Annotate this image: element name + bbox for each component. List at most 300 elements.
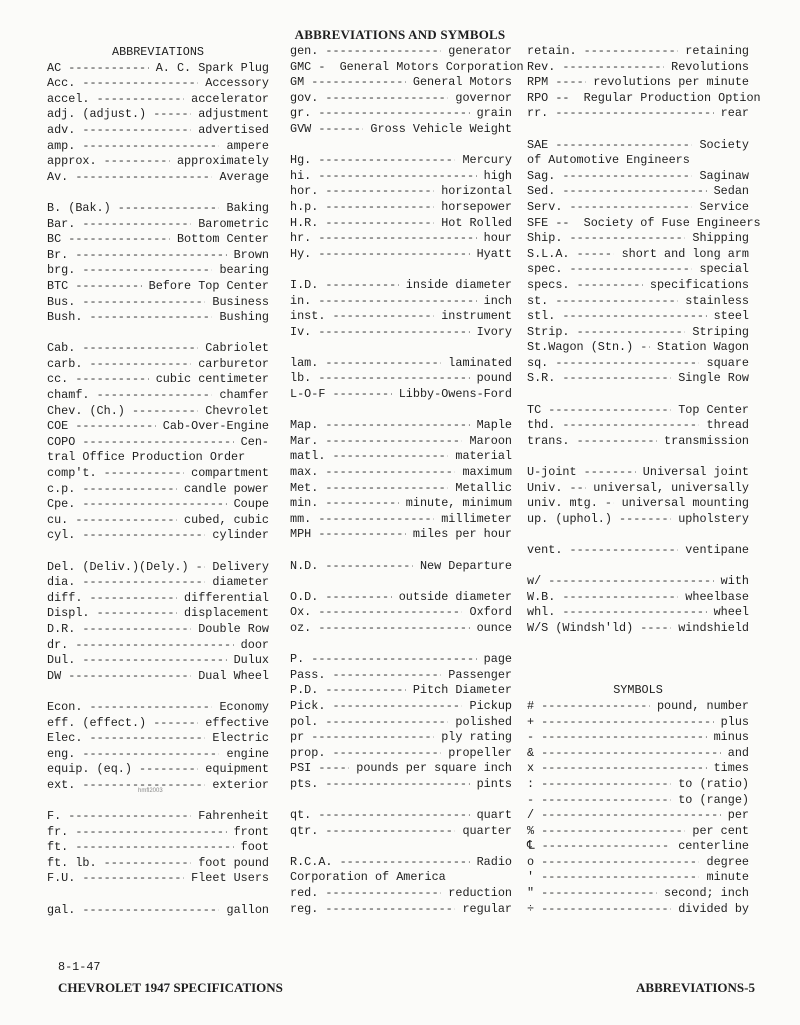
meaning: candle power bbox=[184, 481, 269, 496]
abbreviation: P.D. bbox=[290, 683, 319, 698]
meaning: transmission bbox=[664, 433, 749, 448]
abbreviation-entry bbox=[290, 855, 512, 871]
abbreviation-entry bbox=[527, 870, 749, 886]
dash-leader bbox=[75, 248, 226, 264]
dash-leader bbox=[332, 699, 462, 715]
meaning: Hot Rolled bbox=[441, 215, 512, 230]
meaning: regular bbox=[462, 901, 512, 916]
abbreviation-entry bbox=[47, 107, 269, 123]
meaning: Society bbox=[699, 137, 749, 152]
abbreviation: PSI bbox=[290, 761, 312, 776]
meaning: Fahrenheit bbox=[198, 809, 269, 824]
abbreviation: cyl. bbox=[47, 528, 76, 543]
dash-leader bbox=[196, 560, 206, 576]
abbreviation: S.R. bbox=[527, 371, 556, 386]
meaning: maximum bbox=[462, 465, 512, 480]
abbreviation-entry bbox=[527, 247, 749, 263]
abbreviation: BC bbox=[47, 232, 62, 247]
abbreviation-entry bbox=[47, 716, 269, 732]
meaning: foot bbox=[240, 840, 269, 855]
abbreviation: - bbox=[527, 792, 535, 807]
dash-leader bbox=[541, 902, 671, 918]
dash-leader bbox=[132, 404, 198, 420]
abbreviation: H.R. bbox=[290, 215, 319, 230]
meaning: Ivory bbox=[476, 324, 512, 339]
abbreviation-entry bbox=[527, 855, 749, 871]
dash-leader bbox=[562, 590, 678, 606]
dash-leader bbox=[118, 201, 220, 217]
abbreviation-entry bbox=[290, 886, 512, 902]
dash-leader bbox=[325, 356, 441, 372]
dash-leader bbox=[75, 825, 226, 841]
abbreviation: whl. bbox=[527, 605, 556, 620]
abbreviation: W.B. bbox=[527, 589, 556, 604]
meaning: special bbox=[699, 262, 749, 277]
abbreviation-entry bbox=[527, 60, 749, 76]
abbreviation-entry bbox=[527, 44, 749, 60]
meaning: specifications bbox=[649, 277, 749, 292]
meaning: General Motors Corporation bbox=[339, 59, 524, 74]
abbreviation: rr. bbox=[527, 106, 549, 121]
abbreviation: Bus. bbox=[47, 294, 76, 309]
blank-line bbox=[47, 794, 269, 810]
abbreviation: Univ. bbox=[527, 480, 563, 495]
abbreviation-entry bbox=[47, 466, 269, 482]
abbreviation-entry bbox=[527, 605, 749, 621]
dash-leader bbox=[541, 699, 650, 715]
meaning: Oxford bbox=[469, 605, 512, 620]
blank-line bbox=[290, 637, 512, 653]
abbreviation: ft. lb. bbox=[47, 855, 97, 870]
meaning: material bbox=[455, 449, 512, 464]
abbreviation-entry bbox=[290, 216, 512, 232]
dash-leader bbox=[340, 855, 470, 871]
abbreviation: retain. bbox=[527, 44, 577, 58]
abbreviation: DW bbox=[47, 668, 62, 683]
dash-leader bbox=[548, 403, 671, 419]
meaning: ventipane bbox=[685, 543, 749, 557]
dash-leader bbox=[89, 731, 205, 747]
abbreviation-entry bbox=[47, 856, 269, 872]
abbreviation: eng. bbox=[47, 746, 76, 761]
page-title: ABBREVIATIONS AND SYMBOLS bbox=[294, 27, 506, 42]
abbreviation: Pass. bbox=[290, 667, 326, 682]
abbreviation: spec. bbox=[527, 262, 563, 277]
abbreviation-entry bbox=[290, 356, 512, 372]
dash-leader bbox=[82, 217, 191, 233]
abbreviation: red. bbox=[290, 886, 319, 901]
blank-line bbox=[527, 122, 749, 138]
abbreviation-entry bbox=[527, 824, 749, 840]
abbreviation-entry bbox=[47, 357, 269, 373]
abbreviation-entry bbox=[527, 699, 749, 715]
meaning: stainless bbox=[685, 293, 749, 308]
dash-leader bbox=[318, 512, 434, 528]
abbreviation-entry bbox=[290, 699, 512, 715]
abbreviation-entry bbox=[527, 106, 749, 122]
abbreviation-entry bbox=[290, 652, 512, 668]
meaning: centerline bbox=[678, 839, 749, 854]
meaning: per cent bbox=[692, 823, 749, 838]
abbreviation-entry bbox=[47, 388, 269, 404]
abbreviation-entry bbox=[527, 169, 749, 185]
meaning: Single Row bbox=[678, 371, 749, 386]
meaning: engine bbox=[226, 746, 269, 761]
abbreviation-entry bbox=[290, 683, 512, 699]
dash-leader bbox=[325, 481, 448, 497]
dash-leader bbox=[318, 761, 349, 777]
dash-leader bbox=[562, 184, 706, 200]
dash-leader bbox=[555, 106, 713, 122]
dash-leader bbox=[318, 106, 469, 122]
abbreviation-entry bbox=[527, 278, 749, 294]
abbreviation-entry bbox=[527, 200, 749, 216]
abbreviation: Av. bbox=[47, 169, 69, 184]
abbreviation: amp. bbox=[47, 138, 76, 153]
abbreviation: Displ. bbox=[47, 606, 90, 621]
dash-leader bbox=[541, 824, 685, 840]
dash-leader bbox=[325, 91, 448, 107]
meaning: generator bbox=[448, 44, 512, 58]
dash-leader bbox=[75, 840, 233, 856]
meaning: Passenger bbox=[448, 667, 512, 682]
abbreviation: : bbox=[527, 776, 535, 791]
meaning: exterior bbox=[212, 777, 269, 792]
meaning: General Motors bbox=[412, 75, 512, 90]
abbreviation: hi. bbox=[290, 168, 312, 183]
meaning: divided by bbox=[678, 901, 749, 916]
abbreviation: pr bbox=[290, 730, 305, 745]
meaning: Coupe bbox=[233, 497, 269, 512]
dash-leader bbox=[577, 247, 615, 263]
abbreviation-entry bbox=[527, 215, 761, 232]
dash-leader bbox=[325, 590, 391, 606]
abbreviation: o bbox=[527, 854, 535, 869]
dash-leader bbox=[569, 262, 692, 278]
abbreviation-entry bbox=[290, 387, 512, 403]
abbreviation: vent. bbox=[527, 543, 563, 557]
dash-leader bbox=[82, 903, 219, 919]
meaning: Cen- bbox=[240, 434, 269, 449]
dash-leader bbox=[562, 418, 699, 434]
abbreviation-entry bbox=[47, 606, 269, 622]
dash-leader bbox=[555, 294, 678, 310]
dash-leader bbox=[542, 839, 671, 855]
abbreviation: dr. bbox=[47, 637, 69, 652]
meaning: foot pound bbox=[198, 855, 269, 870]
dash-leader bbox=[325, 496, 398, 512]
dash-leader bbox=[82, 653, 226, 669]
abbreviation: Sed. bbox=[527, 184, 556, 199]
meaning: wheelbase bbox=[685, 589, 749, 604]
entry-continuation: of Automotive Engineers bbox=[527, 153, 690, 168]
meaning: Regular Production Option bbox=[583, 90, 761, 105]
abbreviation: F. bbox=[47, 809, 62, 824]
abbreviation: TC bbox=[527, 402, 542, 417]
meaning: Cab-Over-Engine bbox=[162, 419, 269, 434]
abbreviation-entry bbox=[290, 91, 512, 107]
abbreviation: h.p. bbox=[290, 199, 319, 214]
dash-leader bbox=[68, 809, 191, 825]
meaning: compartment bbox=[191, 466, 269, 481]
footer-publication-title: CHEVROLET 1947 SPECIFICATIONS bbox=[58, 980, 283, 995]
abbreviation: cu. bbox=[47, 512, 69, 527]
meaning: short and long arm bbox=[621, 246, 749, 261]
abbreviation-entry bbox=[47, 435, 269, 451]
abbreviation-entry bbox=[290, 527, 512, 543]
abbreviation: mm. bbox=[290, 511, 312, 526]
dash-leader bbox=[153, 107, 191, 123]
abbreviation: Met. bbox=[290, 480, 319, 495]
abbreviation-entry bbox=[527, 761, 749, 777]
abbreviation: ext. bbox=[47, 777, 76, 792]
dash-leader bbox=[318, 808, 469, 824]
abbreviation-entry bbox=[47, 170, 269, 186]
dash-leader bbox=[569, 231, 685, 247]
blank-line bbox=[290, 138, 512, 154]
meaning: instrument bbox=[441, 309, 512, 324]
abbreviation: F.U. bbox=[47, 871, 76, 886]
dash-leader bbox=[332, 387, 391, 403]
abbreviation: SFE -- bbox=[527, 215, 570, 230]
meaning: Dual Wheel bbox=[198, 668, 269, 683]
abbreviation-entry bbox=[527, 543, 749, 559]
abbreviation-entry bbox=[527, 262, 749, 278]
abbreviation: up. (uphol.) bbox=[527, 511, 612, 526]
blank-line bbox=[47, 185, 269, 201]
abbreviation: Acc. bbox=[47, 76, 76, 91]
meaning: minute, minimum bbox=[405, 496, 512, 511]
abbreviation: diff. bbox=[47, 590, 83, 605]
meaning: Dulux bbox=[233, 653, 269, 668]
meaning: pints bbox=[476, 776, 512, 791]
dash-leader bbox=[325, 777, 469, 793]
abbreviation: Bar. bbox=[47, 216, 76, 231]
abbreviation: Serv. bbox=[527, 199, 563, 214]
meaning: A. C. Spark Plug bbox=[155, 60, 269, 75]
meaning: page bbox=[483, 652, 512, 667]
blank-line bbox=[47, 544, 269, 560]
meaning: millimeter bbox=[441, 511, 512, 526]
blank-line bbox=[290, 543, 512, 559]
abbreviation: gov. bbox=[290, 90, 319, 105]
abbreviation: Del. (Deliv.)(Dely.) bbox=[47, 559, 189, 574]
dash-leader bbox=[640, 621, 671, 637]
dash-leader bbox=[325, 44, 441, 60]
dash-leader bbox=[318, 527, 405, 543]
dash-leader bbox=[332, 668, 441, 684]
abbreviation-entry bbox=[290, 184, 512, 200]
abbreviation: prop. bbox=[290, 745, 326, 760]
meaning: cubic centimeter bbox=[155, 372, 269, 387]
dash-leader bbox=[104, 466, 184, 482]
dash-leader bbox=[82, 528, 205, 544]
dash-leader bbox=[555, 356, 699, 372]
meaning: Metallic bbox=[455, 480, 512, 495]
abbreviation: cc. bbox=[47, 372, 69, 387]
dash-leader bbox=[325, 200, 434, 216]
blank-line bbox=[47, 684, 269, 700]
abbreviation: qt. bbox=[290, 808, 312, 823]
meaning: wheel bbox=[713, 605, 749, 620]
dash-leader bbox=[541, 777, 671, 793]
dash-leader bbox=[325, 418, 469, 434]
abbreviation-entry bbox=[527, 715, 749, 731]
abbreviation-entry bbox=[527, 418, 749, 434]
blank-line bbox=[290, 574, 512, 590]
meaning: Pickup bbox=[469, 698, 512, 713]
abbreviation: gr. bbox=[290, 106, 312, 121]
meaning: Shipping bbox=[692, 231, 749, 246]
abbreviation-entry bbox=[527, 90, 761, 107]
meaning: ply rating bbox=[441, 730, 512, 745]
abbreviation: St.Wagon (Stn.) bbox=[527, 340, 634, 355]
abbreviation-entry bbox=[47, 747, 269, 763]
dash-leader bbox=[325, 434, 462, 450]
abbreviation-entry bbox=[47, 825, 269, 841]
abbreviation-entry bbox=[47, 154, 269, 170]
abbreviation: carb. bbox=[47, 356, 83, 371]
meaning: pounds per square inch bbox=[356, 761, 512, 776]
abbreviation: min. bbox=[290, 496, 319, 511]
meaning: second; inch bbox=[664, 886, 749, 901]
abbreviation: " bbox=[527, 886, 535, 901]
abbreviation: & bbox=[527, 745, 535, 760]
abbreviation: gal. bbox=[47, 902, 76, 917]
dash-leader bbox=[541, 715, 713, 731]
abbreviation: ÷ bbox=[527, 901, 535, 916]
abbreviation: matl. bbox=[290, 449, 326, 464]
abbreviation: equip. (eq.) bbox=[47, 762, 132, 777]
dash-leader bbox=[318, 169, 476, 185]
meaning: differential bbox=[184, 590, 269, 605]
abbreviation: Map. bbox=[290, 418, 319, 433]
meaning: grain bbox=[476, 106, 512, 121]
abbreviation: MPH bbox=[290, 527, 312, 542]
meaning: universal, universally bbox=[593, 480, 749, 495]
blank-line bbox=[47, 326, 269, 342]
abbreviation: L-O-F bbox=[290, 387, 326, 402]
abbreviation: % bbox=[527, 823, 535, 838]
meaning: with bbox=[720, 574, 749, 589]
dash-leader bbox=[325, 465, 455, 481]
meaning: Sedan bbox=[713, 184, 749, 199]
abbreviation-entry bbox=[47, 139, 269, 155]
abbreviation: x bbox=[527, 761, 535, 776]
abbreviation-entry bbox=[527, 184, 749, 200]
meaning: laminated bbox=[448, 355, 512, 370]
dash-leader bbox=[318, 621, 469, 637]
abbreviation-entry bbox=[527, 231, 749, 247]
abbreviation: Br. bbox=[47, 247, 69, 262]
abbreviation-entry bbox=[290, 668, 512, 684]
meaning: minus bbox=[713, 730, 749, 745]
dash-leader bbox=[82, 139, 219, 155]
abbreviation-entry bbox=[527, 808, 749, 824]
dash-leader bbox=[318, 371, 469, 387]
entry-continuation: tral Office Production Order bbox=[47, 450, 246, 465]
abbreviation: + bbox=[527, 714, 535, 729]
dash-leader bbox=[89, 310, 212, 326]
meaning: Maple bbox=[476, 418, 512, 433]
abbreviation: Dul. bbox=[47, 653, 76, 668]
dash-leader bbox=[325, 278, 398, 294]
abbreviation: GMC - bbox=[290, 59, 326, 74]
meaning: Economy bbox=[219, 699, 269, 714]
abbreviation: ℄ bbox=[527, 839, 535, 854]
abbreviation-entry bbox=[290, 777, 512, 793]
meaning: windshield bbox=[678, 620, 749, 635]
abbreviation-entry bbox=[527, 325, 749, 341]
dash-leader bbox=[318, 122, 363, 138]
abbreviation: Pick. bbox=[290, 698, 326, 713]
dash-leader bbox=[541, 870, 699, 886]
dash-leader bbox=[68, 669, 191, 685]
dash-leader bbox=[541, 886, 657, 902]
abbreviation-entry bbox=[290, 761, 512, 777]
meaning: effective bbox=[205, 715, 269, 730]
abbreviation: RPO -- bbox=[527, 90, 570, 105]
meaning: universal mounting bbox=[621, 496, 749, 511]
meaning: advertised bbox=[198, 122, 269, 137]
meaning: Striping bbox=[692, 324, 749, 339]
meaning: Libby-Owens-Ford bbox=[398, 387, 512, 402]
dash-leader bbox=[577, 278, 643, 294]
abbreviation: comp't. bbox=[47, 466, 97, 481]
meaning: adjustment bbox=[198, 107, 269, 122]
meaning: governor bbox=[455, 90, 512, 105]
dash-leader bbox=[82, 747, 219, 763]
dash-leader bbox=[569, 200, 692, 216]
abbreviation-entry bbox=[527, 746, 749, 762]
abbreviation-entry bbox=[47, 591, 269, 607]
dash-leader bbox=[89, 591, 176, 607]
abbreviation-entry bbox=[527, 309, 749, 325]
meaning: gallon bbox=[226, 902, 269, 917]
abbreviation-entry bbox=[47, 232, 269, 248]
abbreviation-entry bbox=[527, 294, 749, 310]
dash-leader bbox=[562, 60, 664, 76]
abbreviation: max. bbox=[290, 465, 319, 480]
abbreviation-entry bbox=[290, 122, 512, 138]
meaning: Service bbox=[699, 199, 749, 214]
dash-leader bbox=[332, 746, 441, 762]
abbreviation: Sag. bbox=[527, 168, 556, 183]
abbreviation: Econ. bbox=[47, 699, 83, 714]
meaning: New Departure bbox=[419, 558, 512, 573]
abbreviation: Strip. bbox=[527, 324, 570, 339]
abbreviation-entry bbox=[527, 356, 749, 372]
dash-leader bbox=[75, 170, 212, 186]
abbreviation-entry bbox=[47, 263, 269, 279]
dash-leader bbox=[541, 855, 699, 871]
abbreviation-entry bbox=[527, 403, 749, 419]
meaning: times bbox=[713, 761, 749, 776]
abbreviation-entry bbox=[290, 496, 512, 512]
meaning: equipment bbox=[205, 762, 269, 777]
meaning: steel bbox=[713, 309, 749, 324]
meaning: Gross Vehicle Weight bbox=[370, 121, 512, 136]
dash-leader bbox=[97, 92, 184, 108]
abbreviation-entry bbox=[47, 903, 269, 919]
abbreviation: R.C.A. bbox=[290, 854, 333, 869]
abbreviation-entry bbox=[47, 560, 269, 576]
abbreviation-entry bbox=[290, 730, 512, 746]
abbreviation: Chev. (Ch.) bbox=[47, 403, 125, 418]
dash-leader bbox=[605, 496, 615, 512]
abbreviation: approx. bbox=[47, 154, 97, 169]
meaning: hour bbox=[483, 231, 512, 246]
